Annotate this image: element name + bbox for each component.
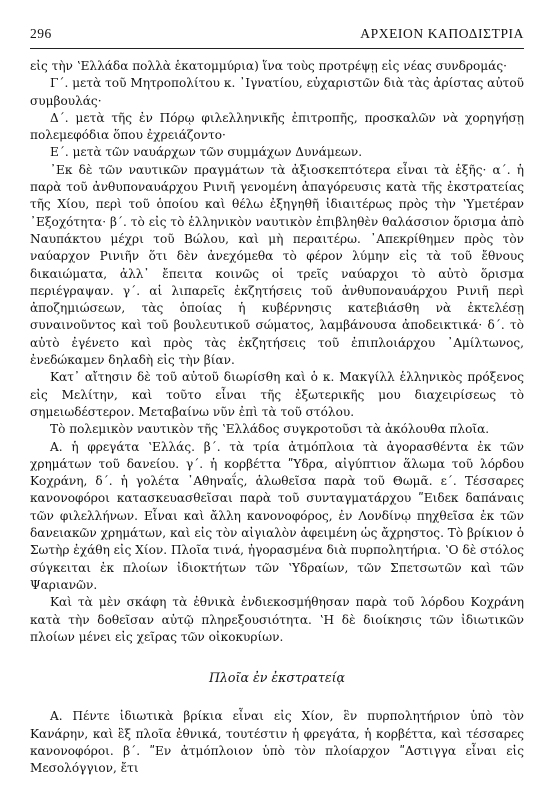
paragraph: Κατ᾿ αἴτησιν δὲ τοῦ αὐτοῦ διωρίσθη καὶ ὁ κ. Μακγίλλ ἑλληνικὸς πρόξενος εἰς Μελίτην, καὶ τοῦτο εἶναι τῆς ἐξωτερικῆς μου διαχειρίσεως τὸ σημειωδέστερον. Μεταβαίνω νῦν ἐπὶ τὰ τοῦ στόλου. <box>30 370 524 419</box>
page-body <box>30 58 524 778</box>
section-heading: Πλοῖα ἐν ἐκστρατείᾳ <box>208 670 346 686</box>
page-header <box>30 26 524 49</box>
paragraph: Α. ἡ φρεγάτα ʽΕλλάς. β΄. τὰ τρία ἀτμόπλοια τὰ ἀγορασθέντα ἐκ τῶν χρημάτων τοῦ δανείου. γ΄. ἡ κορβέττα ʺΥδρα, αἰγύπτιον ἅλωμα τοῦ λόρδου Κοχράνη, δ΄. ἡ γολέτα ᾿Αθηναΐς, ἁλωθεῖσα παρὰ τοῦ Θωμᾶ. ε΄. Τέσσαρες κανονοφόροι κατασκευασθεῖσαι παρὰ τοῦ συνταγματάρχου ʺΕιδεκ δαπάναις τῶν φιλελλήνων. Εἶναι καὶ ἄλλη κανονοφόρος, ἐν Λονδίνῳ πηχθεῖσα ἐκ τῶν δανειακῶν χρημάτων, καὶ εἰς τὸν αἰγιαλὸν ἀφειμένη ὡς ἄχρηστος. Τὸ βρίκιον ὁ Σωτὴρ ἐχάθη εἰς Χίον. Πλοῖα τινά, ἠγορασμένα διὰ πυρπολητήρια. ʽΟ δὲ στόλος σύγκειται ἐκ πλοίων ἰδιοκτήτων τῶν ʽΥδραίων, τῶν Σπετσωτῶν καὶ τῶν Ψαριανῶν. <box>30 439 525 592</box>
paragraph: Α. Πέντε ἰδιωτικὰ βρίκια εἶναι εἰς Χίον, ἓν πυρπολητήριον ὑπὸ τὸν Κανάρην, καὶ ἓξ πλοῖα ἐθνικά, τουτέστιν ἡ φρεγάτα, ἡ κορβέττα, καὶ τέσσαρες κανονοφόροι. β΄. ʺΕν ἀτμόπλοιον ὑπὸ τὸν πλοίαρχον ʺΑστιγγα εἶναι εἰς Μεσολόγγιον, ἔτι <box>30 709 524 776</box>
paragraph: Καὶ τὰ μὲν σκάφη τὰ ἐθνικὰ ἐνδιεκοσμήθησαν παρὰ τοῦ λόρδου Κοχράνη κατὰ τὴν δοθεῖσαν αὐτῷ πληρεξουσιότητα. ʽΗ δὲ διοίκησις τῶν ἰδιωτικῶν πλοίων μένει εἰς χεῖρας τῶν οἰκοκυρίων. <box>30 595 524 644</box>
paragraph: Γ΄. μετὰ τοῦ Μητροπολίτου κ. ᾿Ιγνατίου, εὐχαριστῶν διὰ τὰς ἀρίστας αὐτοῦ συμβουλάς· <box>30 76 524 108</box>
paragraph: Ε΄. μετὰ τῶν ναυάρχων τῶν συμμάχων Δυνάμεων. <box>50 145 363 160</box>
paragraph: εἰς τὴν ʽΕλλάδα πολλὰ ἑκατομμύρια) ἵνα τοὺς προτρέψῃ εἰς νέας συνδρομάς· <box>30 59 507 73</box>
paragraph: ᾿Εκ δὲ τῶν ναυτικῶν πραγμάτων τὰ ἀξιοσκεπτότερα εἶναι τὰ ἑξῆς· α΄. ἡ παρὰ τοῦ ἀνθυποναυάρχου Ρινιῆ γενομένη ἀπαγόρευσις κατὰ τῆς ἐκστρατείας τῆς Χίου, περὶ τοῦ ὁποίου καὶ θέλω ἐξηγηθῆ ἰδιαιτέρως πρὸς τὴν ʽΥμετέραν ᾿Εξοχότητα· β΄. τὸ εἰς τὸ ἑλληνικὸν ναυτικὸν ἐπιβληθὲν θαλάσσιον ὅρισμα ἀπὸ Ναυπάκτου μέχρι τοῦ Βώλου, καὶ μὴ περαιτέρω. ᾿Απεκρίθημεν πρὸς τὸν ναύαρχον Ρινιῆν ὅτι δὲν ἀνεχόμεθα τὸ φέρον λύμην εἰς τὰ τοῦ ἔθνους δικαιώματα, ἀλλ᾿ ἔπειτα κοινῶς οἱ τρεῖς ναύαρχοι τὸ αὐτὸ ὅρισμα περιέγραψαν. γ΄. αἱ λιπαρεῖς ἐκζητήσεις τοῦ ἀνθυποναυάρχου Ρινιῆ περὶ ἀποζημιώσεων, τὰς ὁποίας ἡ κυβέρνησις κατεβιάσθη νὰ ἐκτελέσῃ συναινοῦντος καὶ τοῦ βουλευτικοῦ σώματος, λαμβάνουσα ἀποδεικτικά· δ΄. τὸ αὐτὸ ἐγένετο καὶ πρὸς τὰς ἐκζητήσεις τοῦ ἐπιπλοιάρχου ᾿Αμίλτωνος, ἐνεδώκαμεν δηλαδὴ εἰς τὴν βίαν. <box>30 162 524 368</box>
paragraph: Δ΄. μετὰ τῆς ἐν Πόρῳ φιλελληνικῆς ἐπιτροπῆς, προσκαλῶν νὰ χορηγήσῃ πολεμεφόδια ὅπου ἐχρειάζοντο· <box>30 110 524 143</box>
running-head: ΑΡΧΕΙΟΝ ΚΑΠΟΔΙΣΤΡΙΑ <box>360 26 524 41</box>
page-number: 296 <box>30 26 52 41</box>
paragraph: Τὸ πολεμικὸν ναυτικὸν τῆς ʽΕλλάδος συγκροτοῦσι τὰ ἀκόλουθα πλοῖα. <box>50 422 490 437</box>
